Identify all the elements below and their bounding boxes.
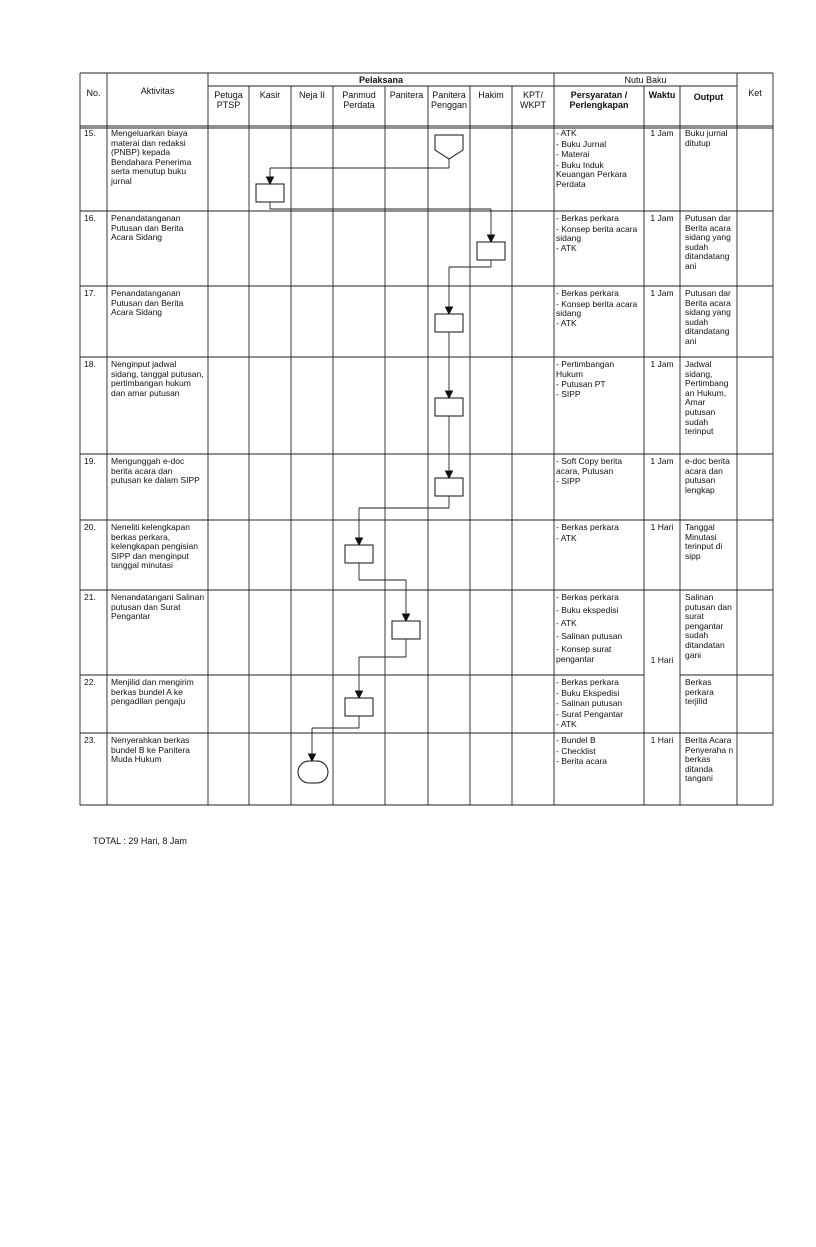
offpage-connector-shape xyxy=(435,135,463,159)
row-aktivitas: Mengeluarkan biaya materai dan redaksi (PNBP) kepada Bendahara Penerima serta menutup buku jurnal xyxy=(111,128,192,186)
row-waktu: 1 Jam xyxy=(650,456,674,466)
row-persyaratan-item: - Berkas perkara xyxy=(556,592,619,602)
row-output: Tanggal Minutasi terinput di sipp xyxy=(685,522,723,561)
header-no: No. xyxy=(86,88,101,98)
row-persyaratan-item: - Putusan PT xyxy=(556,378,606,389)
row-persyaratan-item: - Berkas perkara xyxy=(556,213,619,223)
row-aktivitas: Mengunggah e-doc berita acara dan putusan ke dalam SIPP xyxy=(111,456,200,486)
row-persyaratan-item: - Pertimbangan Hukum xyxy=(556,359,615,379)
row-output: Jadwal sidang, Pertimbang an Hukum, Amar putusan sudah terinput xyxy=(685,359,729,437)
row-output: Berkas perkara terjilid xyxy=(685,677,714,707)
header-pelaksana: Pelaksana xyxy=(358,75,404,85)
flow-arrowhead xyxy=(267,177,274,184)
row-output: Buku jurnal ditutup xyxy=(685,128,728,148)
row-persyaratan-item: - Konsep berita acara sidang xyxy=(556,223,638,244)
row-waktu: 1 Hari xyxy=(650,522,674,532)
row-persyaratan-item: - Berkas perkara xyxy=(556,288,619,298)
total-duration: TOTAL : 29 Hari, 8 Jam xyxy=(93,836,187,846)
row-number: 20. xyxy=(84,522,96,532)
flow-arrowhead xyxy=(356,691,363,698)
header-ket: Ket xyxy=(748,88,762,98)
header-col-7: KPT/ WKPT xyxy=(520,90,546,110)
row-output: Berita Acara Penyeraha n berkas ditanda tangani xyxy=(685,735,734,784)
row-aktivitas: Menjilid dan mengirim berkas bundel A ke pengadilan pengaju xyxy=(111,677,194,707)
flow-arrowhead xyxy=(356,538,363,545)
header-output: Output xyxy=(693,92,724,102)
process-box-kasir xyxy=(256,184,284,202)
flow-arrowhead xyxy=(446,307,453,314)
row-output: Putusan dar Berita acara sidang yang sudah ditandatang ani xyxy=(685,288,731,346)
row-persyaratan-item: - ATK xyxy=(556,128,577,138)
flow-arrowhead xyxy=(446,391,453,398)
row-persyaratan-item: - Berkas perkara xyxy=(556,677,619,687)
header-col-5: Panitera Penggan xyxy=(430,90,468,110)
row-output: Putusan dar Berita acara sidang yang sudah ditandatang ani xyxy=(685,213,731,271)
header-waktu: Waktu xyxy=(648,90,676,100)
row-waktu: 1 Jam xyxy=(650,288,674,298)
process-box-panitera-21 xyxy=(392,621,420,639)
row-persyaratan-item: - Salinan putusan xyxy=(556,631,623,641)
row-persyaratan-item: - Buku Jurnal xyxy=(556,138,607,149)
row-aktivitas: Nenyerahkan berkas bundel B ke Panitera Muda Hukum xyxy=(111,735,190,765)
row-persyaratan-item: - SIPP xyxy=(556,389,581,399)
row-persyaratan-item: - Konsep berita acara sidang xyxy=(556,298,638,319)
row-aktivitas: Nenginput jadwal sidang, tanggal putusan, pertimbangan hukum dan amar putusan xyxy=(111,359,204,398)
flow-arrowhead xyxy=(403,614,410,621)
row-persyaratan-item: - Buku Induk Keuangan Perkara Perdata xyxy=(556,159,627,189)
row-persyaratan-item: - Checklist xyxy=(556,745,596,756)
header-col-0: Petuga PTSP xyxy=(214,90,243,110)
row-number: 23. xyxy=(84,735,96,745)
flow-arrowhead xyxy=(488,235,495,242)
row-persyaratan-item: - Materai xyxy=(556,149,590,159)
row-number: 19. xyxy=(84,456,96,466)
row-persyaratan-item: - ATK xyxy=(556,243,577,253)
row-number: 17. xyxy=(84,288,96,298)
header-col-3: Panmud Perdata xyxy=(342,90,376,110)
header-col-6: Hakim xyxy=(478,90,504,100)
flow-arrowhead xyxy=(309,754,316,761)
header-col-1: Kasir xyxy=(259,90,281,100)
process-box-panitera-penggan-17 xyxy=(435,314,463,332)
row-persyaratan-item: - ATK xyxy=(556,532,577,543)
row-persyaratan-item: - Bundel B xyxy=(556,735,596,745)
row-persyaratan-item: - ATK xyxy=(556,719,577,729)
row-aktivitas: Penandatanganan Putusan dan Berita Acara Sidang xyxy=(111,213,184,243)
row-number: 18. xyxy=(84,359,96,369)
row-waktu: 1 Hari xyxy=(650,655,674,665)
row-persyaratan-item: - Salinan putusan xyxy=(556,698,623,708)
row-number: 15. xyxy=(84,128,96,138)
row-persyaratan-item: - Buku ekspedisi xyxy=(556,605,619,615)
header-persyaratan: Persyaratan / Perlengkapan xyxy=(569,90,629,110)
row-waktu: 1 Hari xyxy=(650,735,674,745)
row-persyaratan-item: - ATK xyxy=(556,318,577,328)
row-output: Salinan putusan dan surat pengantar sudah ditandatan gani xyxy=(685,592,732,660)
row-number: 21. xyxy=(84,592,96,602)
process-box-hakim xyxy=(477,242,505,260)
row-persyaratan-item: - Konsep surat pengantar xyxy=(556,644,612,664)
process-box-panmud-22 xyxy=(345,698,373,716)
process-box-panmud-20 xyxy=(345,545,373,563)
header-aktivitas: Aktivitas xyxy=(140,86,175,96)
row-waktu: 1 Jam xyxy=(650,128,674,138)
row-number: 22. xyxy=(84,677,96,687)
row-aktivitas: Neneliti kelengkapan berkas perkara, kelengkapan pengisian SIPP dan menginput tanggal minutasi xyxy=(111,522,198,571)
terminator-shape xyxy=(298,761,328,783)
row-waktu: 1 Jam xyxy=(650,359,674,369)
row-number: 16. xyxy=(84,213,96,223)
row-persyaratan-item: - Berita acara xyxy=(556,756,608,766)
row-persyaratan-item: - Buku Ekspedisi xyxy=(556,687,620,698)
row-waktu: 1 Jam xyxy=(650,213,674,223)
row-persyaratan-item: - Berkas perkara xyxy=(556,522,619,532)
header-mutu-baku: Nutu Baku xyxy=(624,75,667,85)
row-persyaratan-item: - Surat Pengantar xyxy=(556,708,624,719)
row-output: e-doc berita acara dan putusan lengkap xyxy=(685,456,730,495)
row-persyaratan-item: - ATK xyxy=(556,618,577,628)
row-aktivitas: Penandatanganan Putusan dan Berita Acara Sidang xyxy=(111,288,184,318)
process-box-panitera-penggan-19 xyxy=(435,478,463,496)
row-aktivitas: Nenandatangani Salinan putusan dan Surat Pengantar xyxy=(111,592,205,622)
process-box-panitera-penggan-18 xyxy=(435,398,463,416)
flow-arrowhead xyxy=(446,471,453,478)
row-persyaratan-item: - Soft Copy berita acara, Putusan xyxy=(556,456,623,476)
header-col-4: Panitera xyxy=(389,90,424,100)
header-col-2: Neja II xyxy=(298,90,325,100)
row-persyaratan-item: - SIPP xyxy=(556,475,581,486)
